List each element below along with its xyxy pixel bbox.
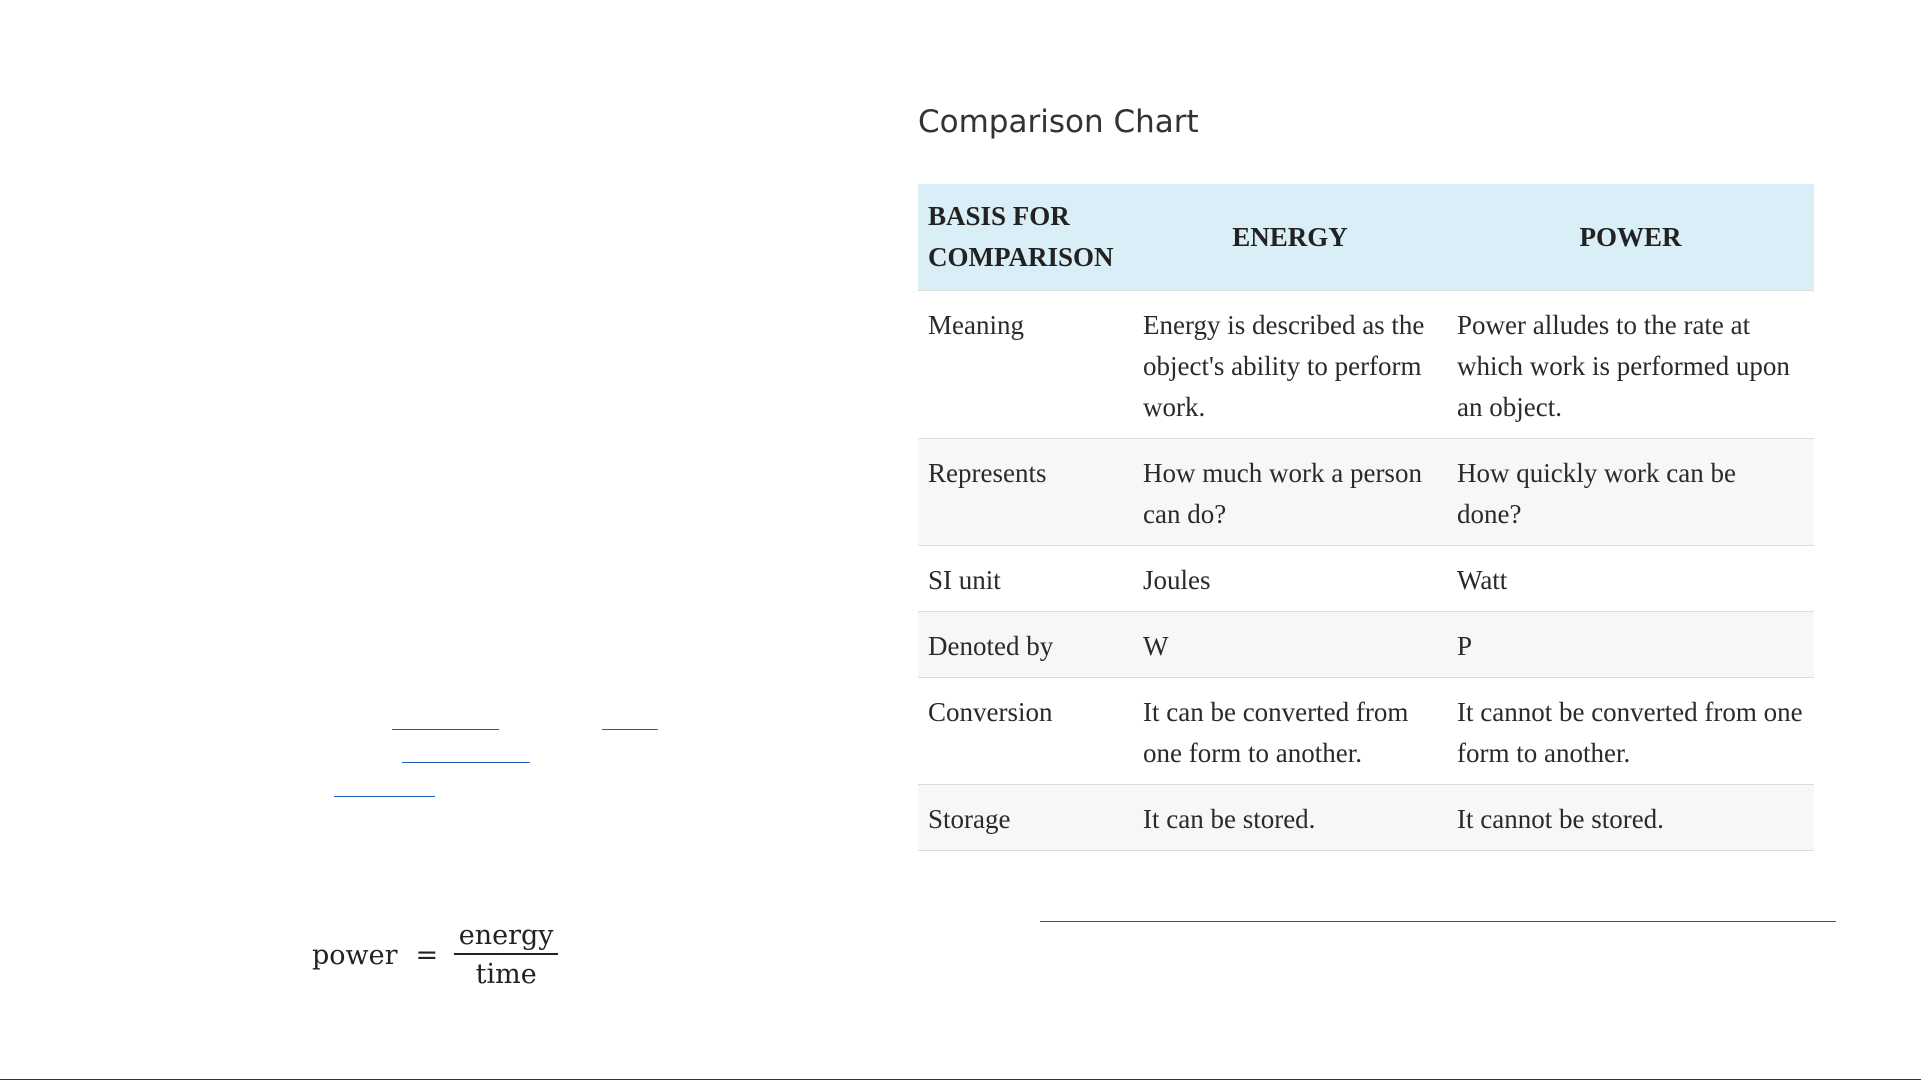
power-cell: P	[1447, 612, 1814, 678]
energy-cell: How much work a person can do?	[1133, 439, 1447, 546]
header-power: POWER	[1447, 184, 1814, 291]
energy-cell: Joules	[1133, 546, 1447, 612]
table-row	[918, 678, 1814, 785]
formula-equals: =	[415, 939, 439, 971]
energy-cell: Energy is described as the object's ability to perform work.	[1133, 291, 1447, 439]
energy-cell: It can be stored.	[1133, 785, 1447, 851]
table-row	[918, 291, 1814, 439]
formula-lhs: power	[312, 939, 398, 971]
table-row	[918, 439, 1814, 546]
row-label: Storage	[918, 785, 1133, 851]
formula-fraction	[454, 922, 558, 988]
power-formula	[312, 922, 558, 988]
power-cell: It cannot be converted from one form to another.	[1447, 678, 1814, 785]
chart-heading: Comparison Chart	[918, 104, 1199, 140]
header-basis: BASIS FOR COMPARISON	[918, 184, 1133, 291]
header-energy: ENERGY	[1133, 184, 1447, 291]
power-cell: Watt	[1447, 546, 1814, 612]
row-label: SI unit	[918, 546, 1133, 612]
formula-numerator: energy	[458, 920, 554, 951]
row-label: Meaning	[918, 291, 1133, 439]
link-underline[interactable]	[334, 796, 435, 797]
power-cell: It cannot be stored.	[1447, 785, 1814, 851]
energy-cell: It can be converted from one form to another.	[1133, 678, 1447, 785]
comparison-table	[918, 184, 1814, 851]
link-underline[interactable]	[392, 729, 499, 730]
table-row	[918, 546, 1814, 612]
source-link-underline[interactable]	[1040, 921, 1836, 922]
table-header-row	[918, 184, 1814, 291]
link-underline[interactable]	[402, 762, 530, 763]
table-row	[918, 785, 1814, 851]
energy-cell: W	[1133, 612, 1447, 678]
row-label: Denoted by	[918, 612, 1133, 678]
power-cell: Power alludes to the rate at which work is performed upon an object.	[1447, 291, 1814, 439]
row-label: Conversion	[918, 678, 1133, 785]
table-row	[918, 612, 1814, 678]
row-label: Represents	[918, 439, 1133, 546]
link-underline[interactable]	[602, 729, 658, 730]
formula-denominator: time	[475, 959, 537, 990]
power-cell: How quickly work can be done?	[1447, 439, 1814, 546]
bottom-divider	[0, 1079, 1921, 1080]
